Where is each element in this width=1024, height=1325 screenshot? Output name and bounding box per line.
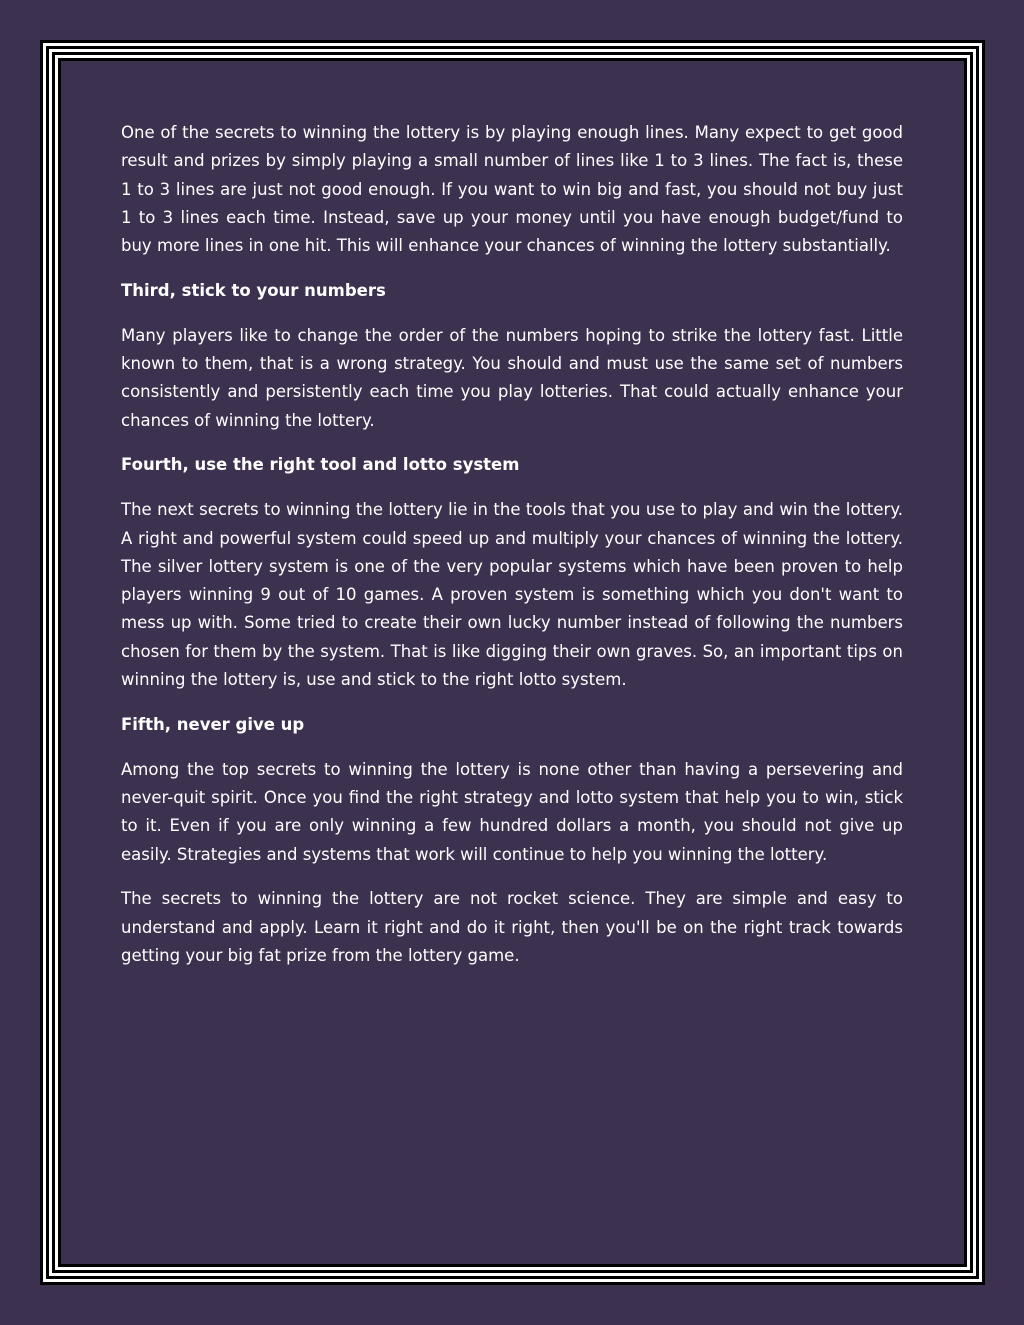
paragraph-same-numbers: Many players like to change the order of the numbers hoping to strike the lottery fast. Little known to them, that is a wrong strategy. You should and must use the same set of numbers consistently and persistently each time you play lotteries. That could actually enhance your chances of winning the lottery. [121, 325, 903, 430]
heading-fifth-never-give-up: Fifth, never give up [121, 714, 305, 734]
paragraph-enough-lines: One of the secrets to winning the lottery is by playing enough lines. Many expect to get good result and prizes by simply playing a small number of lines like 1 to 3 lines. The fact is, these 1 to 3 lines are just not good enough. If you want to win big and fast, you should not buy just 1 to 3 lines each time. Instead, save up your money until you have enough budget/fund to buy more lines in one hit. This will enhance your chances of winning the lottery substantially. [121, 123, 903, 256]
paragraph-never-quit: Among the top secrets to winning the lottery is none other than having a persevering and never-quit spirit. Once you find the right strategy and lotto system that help you to win, stick to it. Even if you are only winning a few hundred dollars a month, you should not give up easily. Strategies and systems that work will continue to help you winning the lottery. [121, 759, 903, 864]
paragraph-lotto-system: The next secrets to winning the lottery lie in the tools that you use to play and win the lottery. A right and powerful system could speed up and multiply your chances of winning the lottery. The silver lottery system is one of the very popular systems which have been proven to help players winning 9 out of 10 games. A proven system is something which you don't want to mess up with. Some tried to create their own lucky number instead of following the numbers chosen for them by the system. That is like digging their own graves. So, an important tips on winning the lottery is, use and stick to the right lotto system. [121, 500, 903, 690]
paragraph-conclusion: The secrets to winning the lottery are not rocket science. They are simple and easy to understand and apply. Learn it right and do it right, then you'll be on the right track towards getting your big fat prize from the lottery game. [121, 889, 903, 965]
heading-third-stick-to-numbers: Third, stick to your numbers [121, 280, 386, 300]
article-body [121, 119, 903, 987]
heading-fourth-right-tool: Fourth, use the right tool and lotto system [121, 455, 520, 475]
